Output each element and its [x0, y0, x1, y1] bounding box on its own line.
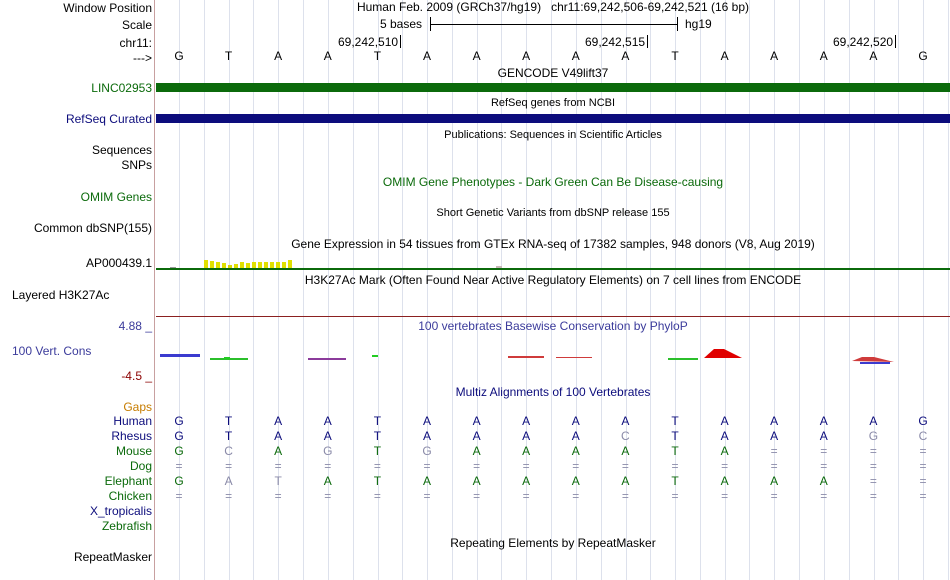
species-label[interactable]: Mouse — [115, 444, 152, 458]
alignment-base: A — [571, 444, 580, 458]
alignment-base: C — [918, 429, 928, 443]
alignment-base: = — [274, 459, 282, 473]
track-labels-column — [0, 0, 155, 580]
alignment-base: = — [373, 489, 381, 503]
alignment-base: A — [819, 429, 828, 443]
alignment-base: = — [522, 459, 530, 473]
alignment-base: = — [522, 489, 530, 503]
alignment-base: A — [472, 414, 481, 428]
alignment-base: T — [373, 414, 382, 428]
alignment-base: = — [869, 444, 877, 458]
alignment-base: = — [671, 459, 679, 473]
alignment-base: G — [422, 444, 432, 458]
alignment-base: A — [323, 414, 332, 428]
sequence-base: A — [522, 49, 531, 63]
alignment-base: = — [225, 459, 233, 473]
alignment-base: A — [472, 429, 481, 443]
alignment-base: G — [868, 429, 879, 443]
alignment-base: A — [621, 414, 630, 428]
species-label[interactable]: X_tropicalis — [89, 504, 152, 518]
alignment-base: A — [522, 474, 531, 488]
alignment-base: A — [770, 414, 779, 428]
alignment-base: A — [571, 429, 580, 443]
gencode-gene-bar[interactable] — [156, 83, 950, 92]
alignment-base: = — [820, 489, 828, 503]
alignment-base: G — [323, 444, 333, 458]
alignment-base: = — [671, 489, 679, 503]
alignment-base: T — [224, 414, 233, 428]
alignment-base: = — [820, 444, 828, 458]
species-label[interactable]: Rhesus — [111, 429, 152, 443]
alignment-base: = — [919, 459, 927, 473]
alignment-base: = — [473, 459, 481, 473]
sequence-base: T — [373, 49, 382, 63]
alignment-base: T — [274, 474, 282, 488]
alignment-base: A — [422, 474, 431, 488]
alignment-base: A — [274, 444, 283, 458]
gtex-gene-line — [156, 268, 950, 270]
track-label-cons[interactable]: 100 Vert. Cons — [12, 344, 92, 358]
track-label-h3k27ac[interactable]: Layered H3K27Ac — [12, 288, 110, 302]
coord-label: 69,242,510 — [338, 35, 401, 49]
alignment-base: = — [324, 459, 332, 473]
alignment-base: A — [819, 414, 828, 428]
alignment-base: = — [721, 459, 729, 473]
publications-track-title: Publications: Sequences in Scientific Articles — [444, 129, 662, 141]
alignment-base: A — [274, 429, 283, 443]
repeatmasker-track-title: Repeating Elements by RepeatMasker — [450, 536, 656, 550]
alignment-base: A — [621, 474, 630, 488]
strand-label: ---> — [133, 51, 152, 65]
base-sequence-row — [156, 49, 950, 63]
h3k27ac-baseline — [156, 316, 950, 317]
track-label-snps[interactable]: SNPs — [121, 158, 152, 172]
sequence-base: A — [274, 49, 283, 63]
alignment-base: A — [522, 429, 531, 443]
chrom-label: chr11: — [119, 36, 152, 50]
alignment-base: G — [174, 474, 184, 488]
alignment-base: T — [671, 429, 679, 443]
track-label-repeatmasker[interactable]: RepeatMasker — [73, 550, 152, 564]
track-label-dbsnp[interactable]: Common dbSNP(155) — [33, 221, 152, 235]
track-label-omim[interactable]: OMIM Genes — [80, 190, 152, 204]
label-separator — [154, 0, 155, 580]
alignment-base: G — [174, 429, 184, 443]
alignment-base: C — [621, 429, 630, 443]
alignment-base: A — [224, 474, 233, 488]
alignment-base: = — [919, 444, 927, 458]
alignment-base: A — [770, 474, 779, 488]
h3k27ac-track-title: H3K27Ac Mark (Often Found Near Active Regulatory Elements) on 7 cell lines from ENCODE — [304, 273, 802, 287]
coord-label: 69,242,515 — [585, 35, 648, 49]
track-label-gtex[interactable]: AP000439.1 — [85, 256, 152, 270]
alignment-base: = — [770, 459, 778, 473]
alignment-base: = — [919, 489, 927, 503]
alignment-base: G — [174, 444, 184, 458]
alignment-base: A — [522, 414, 531, 428]
alignment-base: = — [423, 489, 431, 503]
alignment-base: A — [869, 414, 878, 428]
alignment-base: = — [274, 489, 282, 503]
alignment-base: = — [770, 489, 778, 503]
alignment-base: A — [720, 429, 729, 443]
scale-label: Scale — [121, 18, 152, 32]
sequence-base: A — [819, 49, 828, 63]
alignment-base: A — [422, 429, 431, 443]
alignment-base: A — [621, 444, 630, 458]
alignment-base: = — [225, 489, 233, 503]
alignment-base: T — [373, 429, 382, 443]
species-label[interactable]: Dog — [129, 459, 152, 473]
alignment-base: = — [572, 459, 580, 473]
alignment-base: = — [473, 489, 481, 503]
alignment-base: A — [472, 444, 481, 458]
assembly-position-text: Human Feb. 2009 (GRCh37/hg19) chr11:69,242,506-69,242,521 (16 bp) — [356, 0, 750, 14]
sequence-base: A — [720, 49, 729, 63]
multiz-alignment[interactable] — [156, 414, 950, 534]
species-label[interactable]: Elephant — [104, 474, 152, 488]
alignment-base: = — [175, 459, 183, 473]
track-area[interactable] — [156, 0, 950, 580]
species-label[interactable]: Human — [113, 414, 152, 428]
alignment-base: = — [721, 489, 729, 503]
alignment-base: A — [323, 429, 332, 443]
track-label-gencode[interactable]: LINC02953 — [91, 81, 152, 95]
alignment-base: A — [720, 474, 729, 488]
scale-bar — [430, 17, 678, 31]
sequence-base: A — [869, 49, 878, 63]
multiz-track-title: Multiz Alignments of 100 Vertebrates — [455, 385, 651, 399]
alignment-base: T — [671, 414, 679, 428]
track-label-sequences[interactable]: Sequences — [91, 143, 152, 157]
alignment-base: T — [671, 444, 679, 458]
gencode-track-title: GENCODE V49lift37 — [497, 66, 609, 80]
species-label[interactable]: Zebrafish — [101, 519, 152, 533]
sequence-base: A — [422, 49, 431, 63]
sequence-base: A — [323, 49, 332, 63]
alignment-base: C — [224, 444, 233, 458]
cons-track-title: 100 vertebrates Basewise Conservation by PhyloP — [418, 319, 688, 333]
alignment-base: = — [869, 474, 877, 488]
alignment-base: = — [621, 459, 629, 473]
cons-min-label: -4.5 _ — [121, 369, 152, 383]
alignment-base: = — [423, 459, 431, 473]
dbsnp-track-title: Short Genetic Variants from dbSNP release 155 — [436, 207, 670, 219]
alignment-base: A — [274, 414, 283, 428]
window-position-label: Window Position — [63, 1, 152, 15]
scale-bases-text: 5 bases — [380, 17, 423, 31]
alignment-base: = — [820, 459, 828, 473]
alignment-base: A — [571, 474, 580, 488]
alignment-base: G — [174, 414, 184, 428]
alignment-base: = — [373, 459, 381, 473]
alignment-base: A — [720, 414, 729, 428]
track-label-gaps[interactable]: Gaps — [123, 400, 152, 414]
alignment-base: = — [175, 489, 183, 503]
alignment-base: = — [919, 474, 927, 488]
alignment-base: T — [671, 474, 679, 488]
gtex-expression-bars[interactable] — [156, 252, 950, 268]
refseq-track-title: RefSeq genes from NCBI — [490, 97, 616, 109]
gtex-track-title: Gene Expression in 54 tissues from GTEx RNA-seq of 17382 samples, 948 donors (V8, Aug 2019) — [291, 237, 815, 251]
alignment-base: A — [323, 474, 332, 488]
alignment-base: A — [819, 474, 828, 488]
alignment-base: A — [571, 414, 580, 428]
conservation-graph[interactable] — [156, 340, 950, 370]
sequence-base: A — [472, 49, 481, 63]
alignment-base: A — [522, 444, 531, 458]
alignment-base: = — [621, 489, 629, 503]
sequence-base: A — [571, 49, 580, 63]
sequence-base: G — [918, 49, 928, 63]
sequence-base: A — [621, 49, 630, 63]
alignment-base: = — [324, 489, 332, 503]
omim-track-title: OMIM Gene Phenotypes - Dark Green Can Be Disease-causing — [382, 175, 724, 189]
alignment-base: = — [572, 489, 580, 503]
alignment-base: T — [373, 474, 382, 488]
scale-db-text: hg19 — [685, 17, 712, 31]
alignment-base: = — [869, 459, 877, 473]
alignment-base: A — [770, 429, 779, 443]
sequence-base: T — [224, 49, 233, 63]
alignment-base: A — [720, 444, 729, 458]
alignment-base: A — [472, 474, 481, 488]
track-label-refseq[interactable]: RefSeq Curated — [65, 112, 152, 126]
alignment-base: G — [918, 414, 928, 428]
alignment-base: = — [869, 489, 877, 503]
alignment-base: = — [770, 444, 778, 458]
sequence-base: T — [671, 49, 679, 63]
sequence-base: G — [174, 49, 184, 63]
coord-label: 69,242,520 — [833, 35, 896, 49]
alignment-base: A — [422, 414, 431, 428]
refseq-gene-bar[interactable] — [156, 114, 950, 123]
alignment-base: T — [373, 444, 382, 458]
sequence-base: A — [770, 49, 779, 63]
alignment-base: T — [224, 429, 233, 443]
species-label[interactable]: Chicken — [108, 489, 152, 503]
cons-max-label: 4.88 _ — [118, 319, 152, 333]
